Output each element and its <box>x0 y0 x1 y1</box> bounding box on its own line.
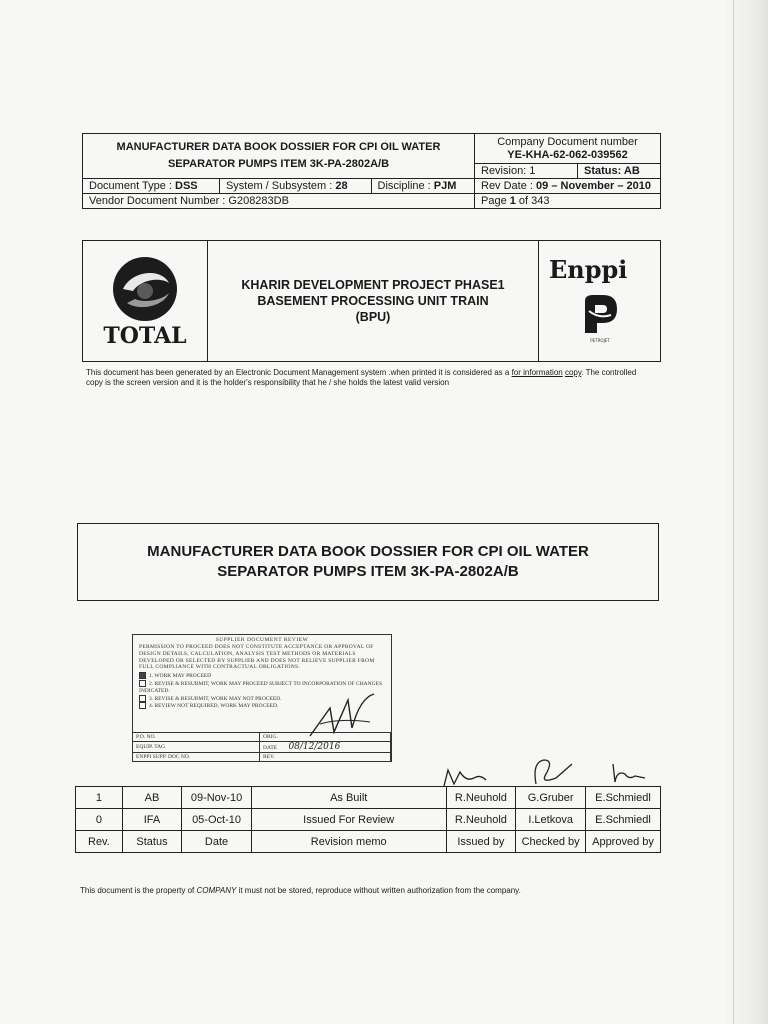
disclaimer-text-1: This document has been generated by an Electronic Document Management system .when printed it is considered as a <box>86 368 512 377</box>
checkbox-icon <box>139 702 146 709</box>
enppi-logo-cell <box>539 241 660 361</box>
total-logo-icon <box>83 241 207 361</box>
approved-by-cell: E.Schmiedl <box>586 787 661 809</box>
main-title <box>147 542 589 582</box>
document-header-table <box>82 133 661 209</box>
discipline-value: PJM <box>433 180 457 192</box>
checked-by-cell: G.Gruber <box>516 787 586 809</box>
issued-by-cell: R.Neuhold <box>446 809 516 831</box>
stamp-enppi-label: ENPPI SUPP. DOC NO. <box>133 753 260 762</box>
edm-disclaimer <box>86 368 646 388</box>
stamp-option-1-label: 1. WORK MAY PROCEED <box>149 672 212 679</box>
company-doc-cell <box>475 134 661 164</box>
stamp-orig-label: ORIG. <box>260 733 391 742</box>
discipline-cell <box>371 179 474 194</box>
status-header: Status <box>122 831 181 853</box>
checked-by-header: Checked by <box>516 831 586 853</box>
rev-cell: 1 <box>76 787 123 809</box>
document-type-cell <box>83 179 220 194</box>
rev-header: Rev. <box>76 831 123 853</box>
project-title-line1: KHARIR DEVELOPMENT PROJECT PHASE1 <box>241 278 505 292</box>
discipline-label: Discipline : <box>377 180 434 192</box>
stamp-date-value: 08/12/2016 <box>288 742 341 752</box>
company-doc-number: YE-KHA-62-062-039562 <box>507 149 628 161</box>
stamp-option-2-label: 2. REVISE & RESUBMIT, WORK MAY PROCEED SUBJECT TO INCORPORATION OF CHANGES INDICATED. <box>139 680 383 694</box>
scan-edge-line <box>733 0 734 1024</box>
stamp-option-1 <box>133 672 391 680</box>
main-title-line2: SEPARATOR PUMPS ITEM 3K-PA-2802A/B <box>217 563 519 580</box>
stamp-title: SUPPLIER DOCUMENT REVIEW <box>215 637 309 643</box>
company-doc-label: Company Document number <box>497 136 638 148</box>
rev-date-cell <box>475 179 661 194</box>
stamp-body: PERMISSION TO PROCEED DOES NOT CONSTITUTE ACCEPTANCE OR APPROVAL OF DESIGN DETAILS, CALCULATION, ANALYSIS TEST METHODS OR MATERIALS DEVELOPED OR SELECTED BY SUPPLIER AND DOES NOT RELIEVE SUPPLIER FROM FULL COMPLIANCE WITH CONTRACTUAL OBLIGATIONS. <box>139 644 375 671</box>
status-cell: Status: AB <box>578 164 661 179</box>
issued-by-cell: R.Neuhold <box>446 787 516 809</box>
main-title-line1: MANUFACTURER DATA BOOK DOSSIER FOR CPI OIL WATER <box>147 543 589 560</box>
checker-signature-icon <box>528 756 578 790</box>
revision-cell: Revision: 1 <box>475 164 578 179</box>
project-logo-box <box>82 240 661 362</box>
page-cell <box>475 194 661 209</box>
date-cell: 09-Nov-10 <box>182 787 252 809</box>
checked-by-cell: I.Letkova <box>516 809 586 831</box>
checkbox-checked-icon <box>139 672 146 679</box>
total-logo-text: TOTAL <box>103 323 187 349</box>
disclaimer-link-2: copy <box>564 368 582 377</box>
stamp-rev-label: REV. <box>260 753 391 762</box>
issued-by-header: Issued by <box>446 831 516 853</box>
property-notice-text-1: This document is the property of <box>80 886 197 895</box>
page-number: 1 <box>509 195 516 207</box>
property-notice-company: COMPANY <box>196 886 237 895</box>
revision-header-row <box>76 831 661 853</box>
disclaimer-link-1: for information <box>511 368 563 377</box>
petrojet-logo-icon <box>577 293 623 345</box>
checkbox-icon <box>139 695 146 702</box>
project-title-line2: BASEMENT PROCESSING UNIT TRAIN <box>257 294 489 308</box>
petrojet-logo-text: PETROJET <box>590 338 610 343</box>
rev-date-label: Rev Date : <box>481 180 537 192</box>
page-label: Page <box>481 195 510 207</box>
main-title-box <box>77 523 659 601</box>
stamp-po-label: P.O. NO. <box>133 733 260 742</box>
stamp-date-label: DATE <box>263 745 278 751</box>
memo-cell: As Built <box>251 787 446 809</box>
document-title: MANUFACTURER DATA BOOK DOSSIER FOR CPI OIL WATER SEPARATOR PUMPS ITEM 3K-PA-2802A/B <box>83 134 475 179</box>
memo-cell: Issued For Review <box>251 809 446 831</box>
stamp-equip-label: EQUIP. TAG <box>133 742 260 753</box>
stamp-option-4-label: 4. REVIEW NOT REQUIRED, WORK MAY PROCEED. <box>149 703 279 710</box>
revision-row <box>76 809 661 831</box>
disclaimer-text-2: . The controlled copy is the screen version and it is the holder's responsibility that he / she holds the latest valid version <box>86 368 637 387</box>
system-value: 28 <box>335 180 348 192</box>
approved-by-header: Approved by <box>586 831 661 853</box>
revision-row <box>76 787 661 809</box>
document-type-value: DSS <box>175 180 198 192</box>
checkbox-icon <box>139 680 146 687</box>
approved-by-cell: E.Schmiedl <box>586 809 661 831</box>
stamp-option-3-label: 3. REVISE & RESUBMIT, WORK MAY NOT PROCEED. <box>149 695 282 702</box>
property-notice-text-2: it must not be stored, reproduce without written authorization from the company. <box>236 886 521 895</box>
project-title-line3: (BPU) <box>355 310 391 324</box>
status-cell: AB <box>122 787 181 809</box>
revision-table <box>75 786 661 853</box>
rev-cell: 0 <box>76 809 123 831</box>
stamp-signature-icon <box>300 688 390 748</box>
rev-date-value: 09 – November – 2010 <box>536 180 651 192</box>
memo-header: Revision memo <box>251 831 446 853</box>
date-cell: 05-Oct-10 <box>182 809 252 831</box>
document-type-label: Document Type : <box>89 180 176 192</box>
status-cell: IFA <box>122 809 181 831</box>
property-notice <box>80 886 521 895</box>
enppi-logo-text: Enppi <box>549 255 628 284</box>
page-of: of 343 <box>515 195 550 207</box>
total-logo-cell <box>83 241 208 361</box>
system-label: System / Subsystem : <box>225 180 336 192</box>
project-title <box>241 277 504 325</box>
date-header: Date <box>182 831 252 853</box>
vendor-doc-cell: Vendor Document Number : G208283DB <box>83 194 475 209</box>
system-cell <box>219 179 371 194</box>
project-title-cell <box>208 241 539 361</box>
